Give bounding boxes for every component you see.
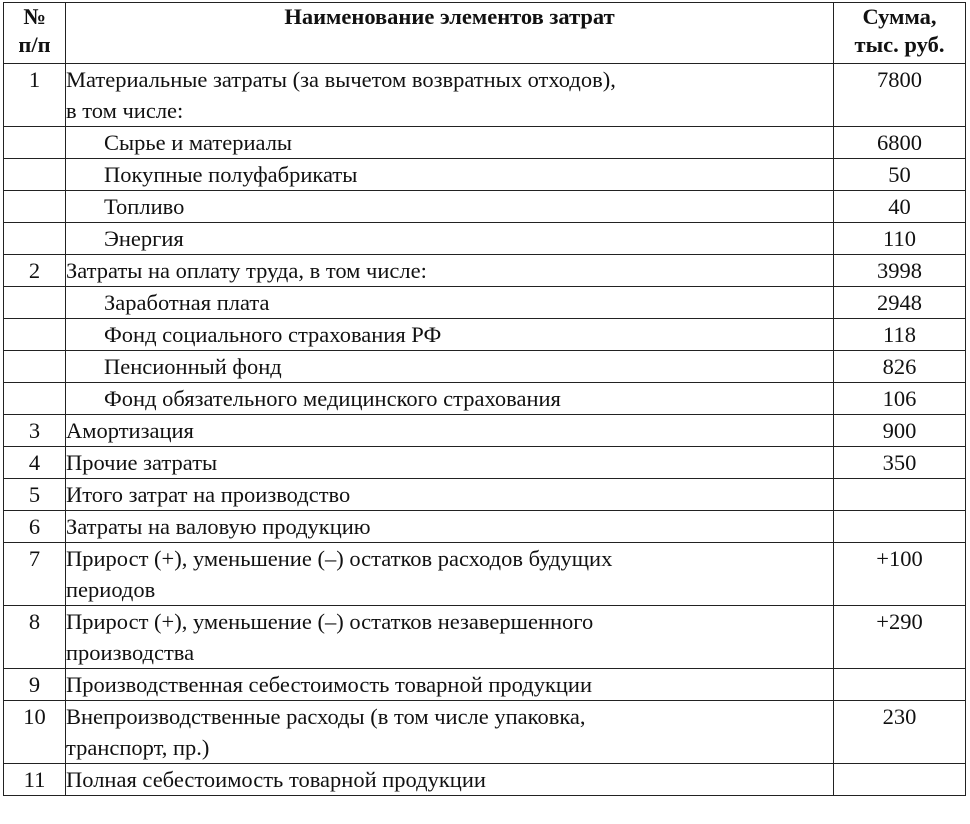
row-name-line1: Материальные затраты (за вычетом возвратных отходов), bbox=[66, 67, 616, 92]
row-number: 8 bbox=[4, 606, 66, 669]
row-name-line1: Прирост (+), уменьшение (–) остатков незавершенного bbox=[66, 609, 594, 634]
row-name: Полная себестоимость товарной продукции bbox=[66, 764, 834, 796]
row-number bbox=[4, 319, 66, 351]
row-number: 4 bbox=[4, 447, 66, 479]
row-number bbox=[4, 127, 66, 159]
table-row bbox=[4, 543, 966, 606]
row-name bbox=[66, 606, 834, 669]
header-number-line2: п/п bbox=[18, 32, 51, 57]
header-sum-line1: Сумма, bbox=[862, 4, 937, 29]
table-row bbox=[4, 159, 966, 191]
row-number: 2 bbox=[4, 255, 66, 287]
row-name: Топливо bbox=[66, 191, 834, 223]
table-row bbox=[4, 764, 966, 796]
table-row bbox=[4, 669, 966, 701]
row-sum: 3998 bbox=[834, 255, 966, 287]
row-name: Затраты на валовую продукцию bbox=[66, 511, 834, 543]
row-sum bbox=[834, 764, 966, 796]
row-number: 11 bbox=[4, 764, 66, 796]
row-sum: 826 bbox=[834, 351, 966, 383]
row-sum: 118 bbox=[834, 319, 966, 351]
row-name: Заработная плата bbox=[66, 287, 834, 319]
header-number bbox=[4, 3, 66, 64]
row-number: 9 bbox=[4, 669, 66, 701]
table-row bbox=[4, 415, 966, 447]
row-name-line2: в том числе: bbox=[66, 98, 184, 123]
row-name bbox=[66, 543, 834, 606]
header-number-line1: № bbox=[23, 4, 46, 29]
table-row bbox=[4, 319, 966, 351]
row-sum: 2948 bbox=[834, 287, 966, 319]
header-name: Наименование элементов затрат bbox=[66, 3, 834, 64]
row-name: Затраты на оплату труда, в том числе: bbox=[66, 255, 834, 287]
row-sum bbox=[834, 669, 966, 701]
row-number bbox=[4, 159, 66, 191]
row-sum: 106 bbox=[834, 383, 966, 415]
row-sum: 6800 bbox=[834, 127, 966, 159]
row-name: Сырье и материалы bbox=[66, 127, 834, 159]
row-name: Итого затрат на производство bbox=[66, 479, 834, 511]
row-name-line2: периодов bbox=[66, 577, 156, 602]
table-row bbox=[4, 287, 966, 319]
table-header-row bbox=[4, 3, 966, 64]
table-row bbox=[4, 351, 966, 383]
row-name: Энергия bbox=[66, 223, 834, 255]
row-name-line1: Прирост (+), уменьшение (–) остатков расходов будущих bbox=[66, 546, 613, 571]
row-sum: 900 bbox=[834, 415, 966, 447]
row-number bbox=[4, 351, 66, 383]
table-row bbox=[4, 223, 966, 255]
table-row bbox=[4, 383, 966, 415]
row-sum: 350 bbox=[834, 447, 966, 479]
row-number: 3 bbox=[4, 415, 66, 447]
row-sum: 50 bbox=[834, 159, 966, 191]
row-number bbox=[4, 223, 66, 255]
table-row bbox=[4, 606, 966, 669]
row-name: Покупные полуфабрикаты bbox=[66, 159, 834, 191]
row-name: Амортизация bbox=[66, 415, 834, 447]
row-name: Прочие затраты bbox=[66, 447, 834, 479]
cost-elements-table bbox=[3, 2, 966, 796]
row-number bbox=[4, 383, 66, 415]
table-row bbox=[4, 701, 966, 764]
row-name-line2: производства bbox=[66, 640, 195, 665]
row-name-line1: Внепроизводственные расходы (в том числе упаковка, bbox=[66, 704, 586, 729]
table-row bbox=[4, 511, 966, 543]
row-sum: +290 bbox=[834, 606, 966, 669]
row-name: Пенсионный фонд bbox=[66, 351, 834, 383]
row-number: 1 bbox=[4, 64, 66, 127]
table-row bbox=[4, 127, 966, 159]
row-sum: 40 bbox=[834, 191, 966, 223]
row-number bbox=[4, 191, 66, 223]
table-row bbox=[4, 447, 966, 479]
row-name bbox=[66, 64, 834, 127]
table-row bbox=[4, 255, 966, 287]
row-sum bbox=[834, 511, 966, 543]
row-sum: 110 bbox=[834, 223, 966, 255]
row-number: 6 bbox=[4, 511, 66, 543]
table-row bbox=[4, 191, 966, 223]
table-row bbox=[4, 479, 966, 511]
row-number: 7 bbox=[4, 543, 66, 606]
row-number bbox=[4, 287, 66, 319]
header-sum-line2: тыс. руб. bbox=[854, 32, 945, 57]
row-sum bbox=[834, 479, 966, 511]
table-row bbox=[4, 64, 966, 127]
row-name bbox=[66, 701, 834, 764]
row-number: 5 bbox=[4, 479, 66, 511]
row-name: Производственная себестоимость товарной продукции bbox=[66, 669, 834, 701]
row-number: 10 bbox=[4, 701, 66, 764]
row-name: Фонд социального страхования РФ bbox=[66, 319, 834, 351]
row-name: Фонд обязательного медицинского страхования bbox=[66, 383, 834, 415]
row-name-line2: транспорт, пр.) bbox=[66, 735, 210, 760]
row-sum: +100 bbox=[834, 543, 966, 606]
header-sum bbox=[834, 3, 966, 64]
row-sum: 7800 bbox=[834, 64, 966, 127]
row-sum: 230 bbox=[834, 701, 966, 764]
